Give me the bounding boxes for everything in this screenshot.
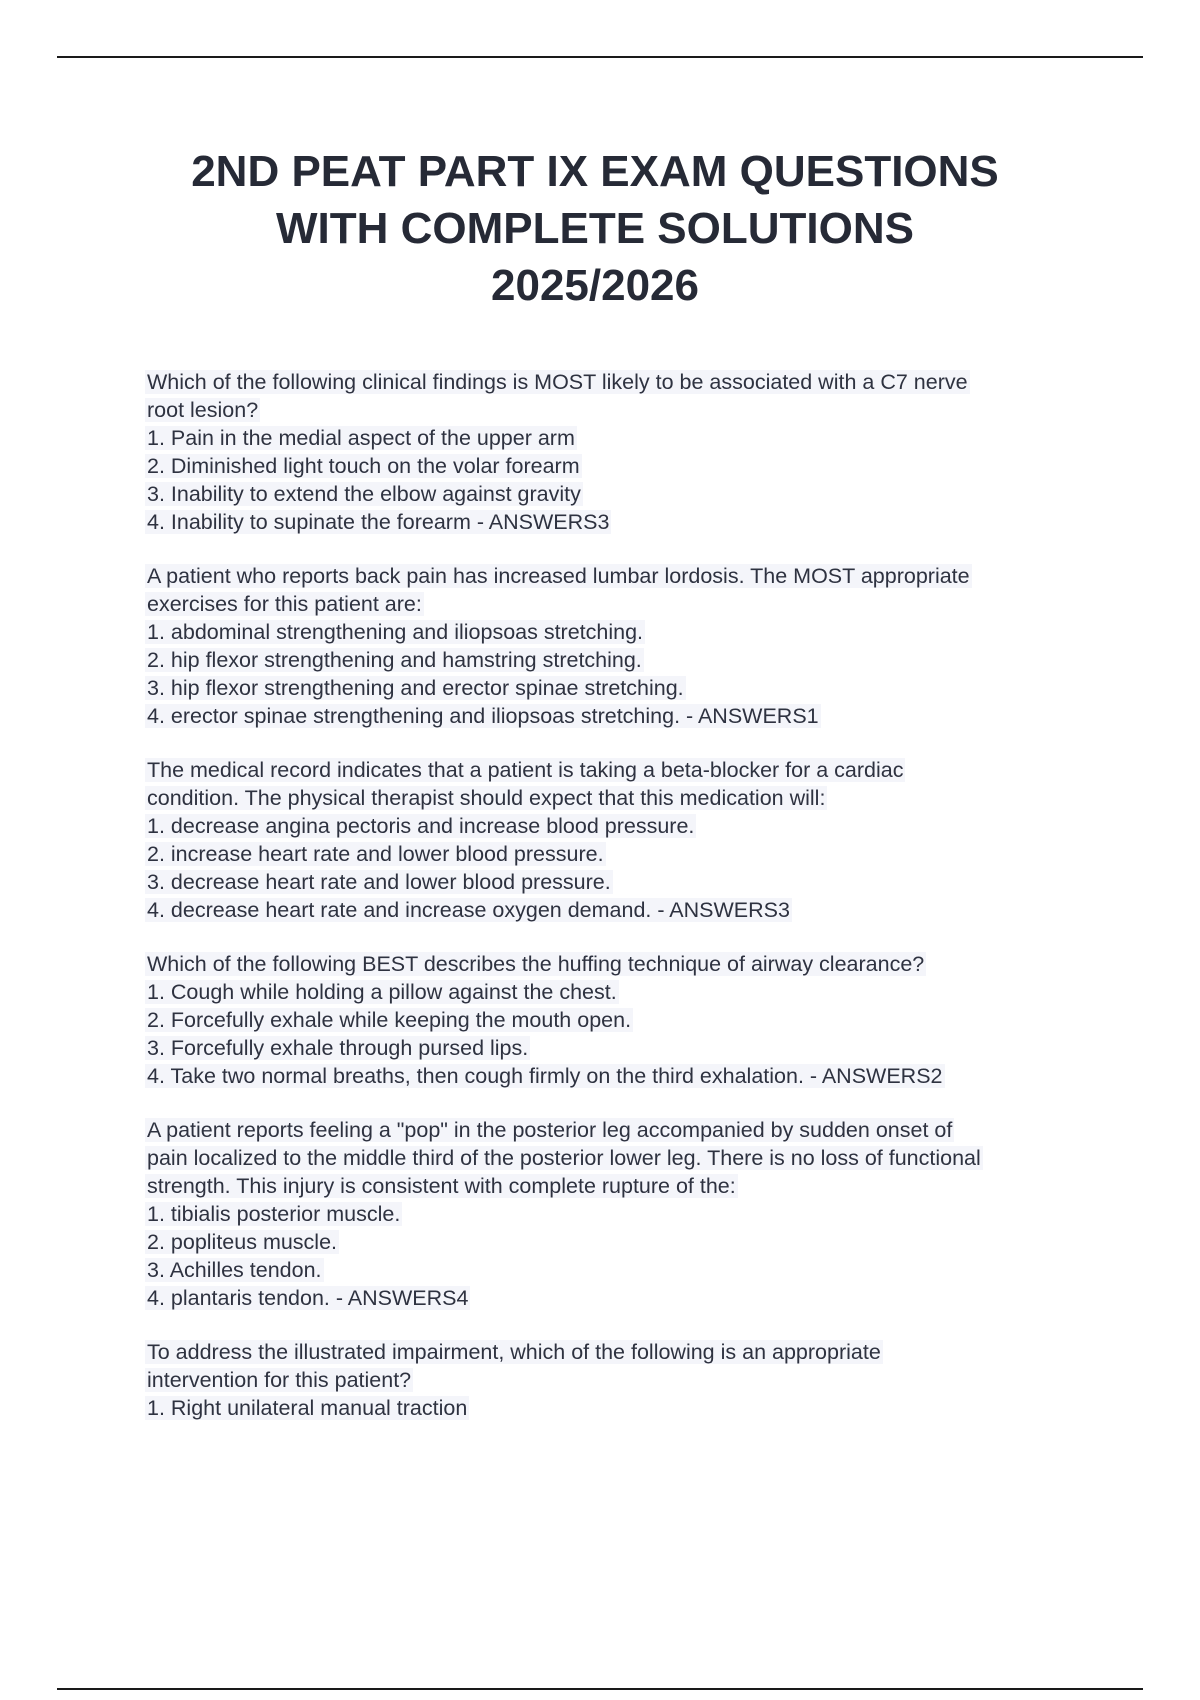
answer-option: 1. Pain in the medial aspect of the upper arm (147, 426, 575, 450)
title-line: 2ND PEAT PART IX EXAM QUESTIONS (191, 147, 999, 196)
answer-option: 4. decrease heart rate and increase oxygen demand. - ANSWERS3 (147, 898, 790, 922)
question-block (145, 368, 1085, 536)
title-line: 2025/2026 (491, 261, 699, 310)
answer-option: 4. plantaris tendon. - ANSWERS4 (147, 1286, 469, 1310)
answer-option: 2. popliteus muscle. (147, 1230, 338, 1254)
question-block (145, 950, 1085, 1090)
document-title (100, 143, 1090, 314)
question-stem-line: A patient reports feeling a "pop" in the posterior leg accompanied by sudden onset of (147, 1118, 953, 1142)
answer-option: 2. Forcefully exhale while keeping the mouth open. (147, 1008, 632, 1032)
answer-option: 3. Forcefully exhale through pursed lips. (147, 1036, 529, 1060)
question-stem-line: root lesion? (147, 398, 259, 422)
title-line: WITH COMPLETE SOLUTIONS (276, 204, 914, 253)
question-stem-line: condition. The physical therapist should expect that this medication will: (147, 786, 826, 810)
question-stem-line: pain localized to the middle third of the posterior lower leg. There is no loss of functional (147, 1146, 981, 1170)
question-stem-line: The medical record indicates that a patient is taking a beta-blocker for a cardiac (147, 758, 904, 782)
question-block (145, 1116, 1085, 1312)
answer-option: 4. erector spinae strengthening and iliopsoas stretching. - ANSWERS1 (147, 704, 819, 728)
answer-option: 3. Inability to extend the elbow against gravity (147, 482, 581, 506)
question-block (145, 1338, 1085, 1422)
question-stem-line: A patient who reports back pain has increased lumbar lordosis. The MOST appropriate (147, 564, 970, 588)
answer-option: 3. Achilles tendon. (147, 1258, 322, 1282)
question-block (145, 756, 1085, 924)
answer-option: 1. Right unilateral manual traction (147, 1396, 468, 1420)
answer-option: 4. Inability to supinate the forearm - ANSWERS3 (147, 510, 610, 534)
answer-option: 1. decrease angina pectoris and increase blood pressure. (147, 814, 695, 838)
question-stem-line: exercises for this patient are: (147, 592, 422, 616)
top-rule (57, 56, 1143, 58)
question-stem-line: Which of the following clinical findings is MOST likely to be associated with a C7 nerve (147, 370, 968, 394)
answer-option: 1. tibialis posterior muscle. (147, 1202, 401, 1226)
answer-option: 2. increase heart rate and lower blood pressure. (147, 842, 604, 866)
question-stem-line: To address the illustrated impairment, which of the following is an appropriate (147, 1340, 881, 1364)
answer-option: 1. abdominal strengthening and iliopsoas stretching. (147, 620, 644, 644)
answer-option: 3. hip flexor strengthening and erector spinae stretching. (147, 676, 684, 700)
bottom-rule (57, 1688, 1143, 1690)
answer-option: 2. Diminished light touch on the volar forearm (147, 454, 580, 478)
question-stem-line: intervention for this patient? (147, 1368, 412, 1392)
question-block (145, 562, 1085, 730)
answer-option: 4. Take two normal breaths, then cough firmly on the third exhalation. - ANSWERS2 (147, 1064, 943, 1088)
question-list (145, 368, 1085, 1448)
question-stem-line: strength. This injury is consistent with complete rupture of the: (147, 1174, 736, 1198)
answer-option: 3. decrease heart rate and lower blood pressure. (147, 870, 611, 894)
answer-option: 2. hip flexor strengthening and hamstring stretching. (147, 648, 642, 672)
answer-option: 1. Cough while holding a pillow against the chest. (147, 980, 617, 1004)
question-stem-line: Which of the following BEST describes the huffing technique of airway clearance? (147, 952, 925, 976)
